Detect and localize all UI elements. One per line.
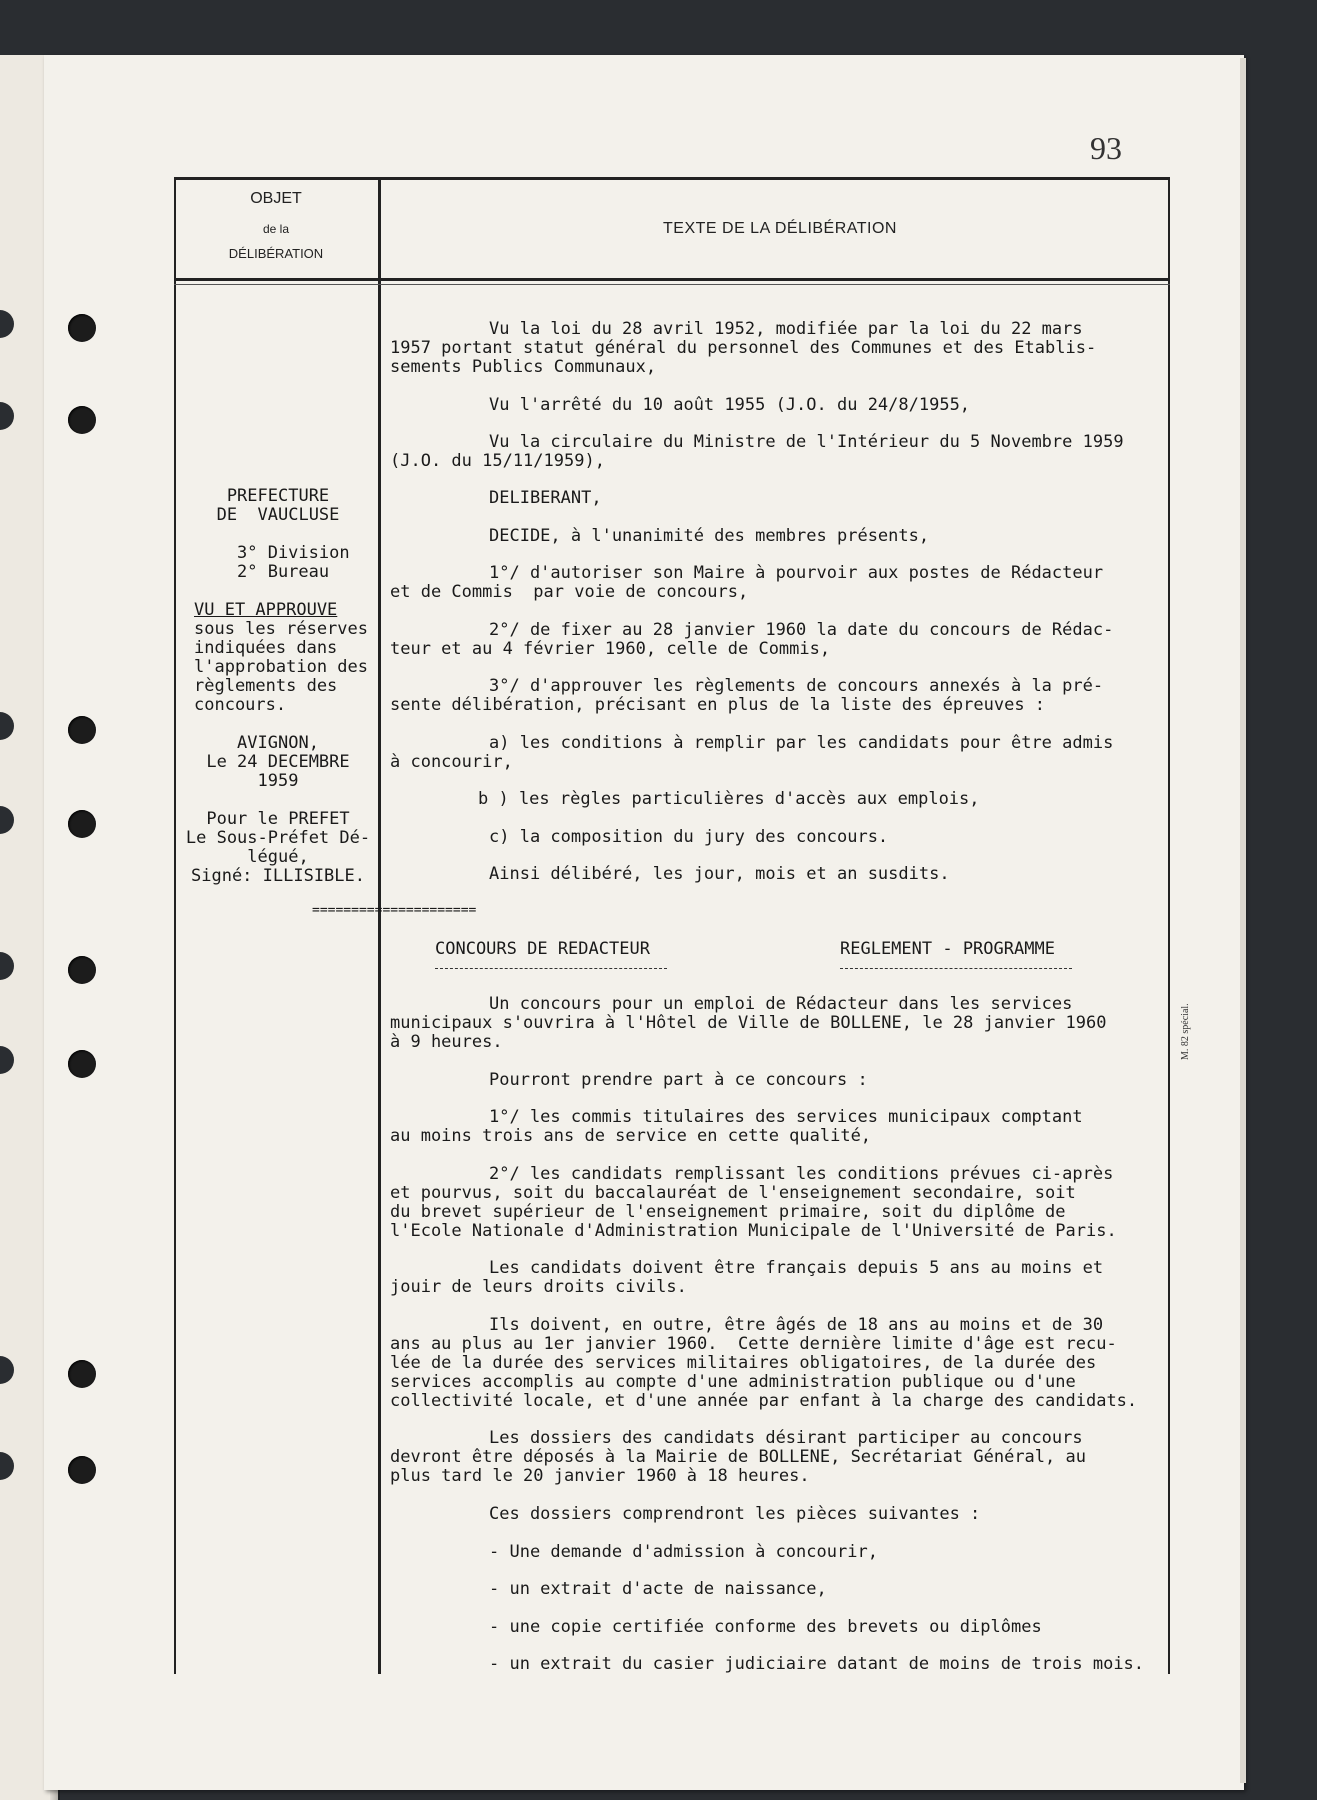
prefecture-note	[180, 487, 376, 506]
prefecture-note	[180, 506, 376, 525]
note-line: PREFECTURE	[226, 486, 330, 506]
punch-hole	[68, 716, 96, 744]
punch-hole	[68, 1050, 96, 1078]
reglement-title: REGLEMENT - PROGRAMME	[840, 939, 1055, 959]
body-line: et de Commis par voie de concours,	[390, 582, 749, 602]
reglement-title-underline	[840, 968, 1072, 970]
note-line: l'approbation des	[194, 657, 368, 677]
body-line: DELIBERANT,	[489, 488, 602, 508]
concours-title: CONCOURS DE REDACTEUR	[435, 939, 650, 959]
note-line: Pour le PREFET	[206, 809, 350, 829]
body-line: teur et au 4 février 1960, celle de Commis,	[390, 639, 831, 659]
punch-hole	[68, 314, 96, 342]
note-line: concours.	[194, 695, 287, 715]
sheet-edge	[1240, 58, 1246, 1783]
body-line: 1°/ d'autoriser son Maire à pourvoir aux postes de Rédacteur	[489, 563, 1104, 583]
texte-header-title: TEXTE DE LA DÉLIBÉRATION	[663, 220, 897, 237]
note-line: légué,	[247, 847, 309, 867]
approval-stamp-heading: VU ET APPROUVE	[194, 600, 338, 620]
note-line: règlements des	[194, 676, 338, 696]
punch-hole	[68, 956, 96, 984]
header-rule	[174, 278, 1170, 281]
signature-line: Signé: ILLISIBLE.	[191, 866, 365, 886]
note-line: DE VAUCLUSE	[216, 505, 340, 525]
body-line: au moins trois ans de service en cette qualité,	[390, 1126, 872, 1146]
body-line: à 9 heures.	[390, 1032, 503, 1052]
page-number: 93	[1090, 130, 1122, 166]
body-line: municipaux s'ouvrira à l'Hôtel de Ville de BOLLENE, le 28 janvier 1960	[390, 1013, 1107, 1033]
body-line: Les dossiers des candidats désirant participer au concours	[489, 1428, 1083, 1448]
body-line: 3°/ d'approuver les règlements de concours annexés à la pré-	[489, 676, 1104, 696]
body-line: 1°/ les commis titulaires des services municipaux comptant	[489, 1107, 1083, 1127]
body-line: sements Publics Communaux,	[390, 357, 657, 377]
body-line: 1957 portant statut général du personnel des Communes et des Etablis-	[390, 338, 1097, 358]
list-item: - un extrait du casier judiciaire datant de moins de trois mois.	[489, 1654, 1145, 1674]
body-line: Un concours pour un emploi de Rédacteur dans les services	[489, 994, 1073, 1014]
body-line: Pourront prendre part à ce concours :	[489, 1070, 868, 1090]
punch-hole	[68, 406, 96, 434]
body-line: jouir de leurs droits civils.	[390, 1277, 687, 1297]
body-line: 2°/ de fixer au 28 janvier 1960 la date du concours de Rédac-	[489, 620, 1114, 640]
body-line: à concourir,	[390, 752, 513, 772]
note-line: indiquées dans	[194, 638, 338, 658]
body-line: c) la composition du jury des concours.	[489, 827, 889, 847]
note-line: Le Sous-Préfet Dé-	[185, 828, 371, 848]
body-line: plus tard le 20 janvier 1960 à 18 heures.	[390, 1466, 810, 1486]
column-divider	[378, 177, 381, 1674]
list-item: - une copie certifiée conforme des brevets ou diplômes	[489, 1617, 1042, 1637]
body-line: (J.O. du 15/11/1959),	[390, 451, 605, 471]
list-item: - un extrait d'acte de naissance,	[489, 1579, 827, 1599]
concours-title-underline	[435, 968, 667, 970]
body-line: Ainsi délibéré, les jour, mois et an susdits.	[489, 864, 950, 884]
objet-header-de-la: de la	[262, 222, 290, 236]
body-line: sente délibération, précisant en plus de la liste des épreuves :	[390, 695, 1046, 715]
body-line: Les candidats doivent être français depuis 5 ans au moins et	[489, 1258, 1104, 1278]
note-line: 2° Bureau	[237, 562, 330, 582]
body-line: Ces dossiers comprendront les pièces suivantes :	[489, 1504, 981, 1524]
objet-header-title: OBJET	[250, 190, 302, 207]
body-line: du brevet supérieur de l'enseignement primaire, soit du diplôme de	[390, 1202, 1066, 1222]
note-line: AVIGNON,	[237, 733, 319, 753]
body-line: et pourvus, soit du baccalauréat de l'enseignement secondaire, soit	[390, 1183, 1076, 1203]
punch-hole	[68, 1360, 96, 1388]
body-line: collectivité locale, et d'une année par enfant à la charge des candidats.	[390, 1391, 1138, 1411]
section-separator: =====================	[312, 903, 477, 918]
body-line: Vu l'arrêté du 10 août 1955 (J.O. du 24/8/1955,	[489, 395, 971, 415]
punch-hole	[68, 1456, 96, 1484]
body-line: Vu la loi du 28 avril 1952, modifiée par la loi du 22 mars	[489, 319, 1083, 339]
body-line: Vu la circulaire du Ministre de l'Intérieur du 5 Novembre 1959	[489, 432, 1124, 452]
body-line: 2°/ les candidats remplissant les conditions prévues ci-après	[489, 1164, 1114, 1184]
note-line: Le 24 DECEMBRE	[206, 752, 350, 772]
note-line: 1959	[257, 771, 299, 791]
body-line: b ) les règles particulières d'accès aux emplois,	[478, 789, 980, 809]
body-line: a) les conditions à remplir par les candidats pour être admis	[489, 733, 1114, 753]
body-line: services accomplis au compte d'une administration publique ou d'une	[390, 1372, 1076, 1392]
header-rule-secondary	[174, 284, 1170, 285]
objet-header-deliberation: DÉLIBÉRATION	[228, 246, 324, 261]
body-line: l'Ecole Nationale d'Administration Municipale de l'Université de Paris.	[390, 1221, 1117, 1241]
body-line: Ils doivent, en outre, être âgés de 18 ans au moins et de 30	[489, 1315, 1104, 1335]
body-line: DECIDE, à l'unanimité des membres présents,	[489, 526, 930, 546]
body-line: lée de la durée des services militaires obligatoires, de la durée des	[390, 1353, 1097, 1373]
printer-mark: M. 82 spécial.	[1180, 1003, 1191, 1060]
list-item: - Une demande d'admission à concourir,	[489, 1542, 878, 1562]
punch-hole	[68, 810, 96, 838]
body-line: ans au plus au 1er janvier 1960. Cette dernière limite d'âge est recu-	[390, 1334, 1117, 1354]
note-line: sous les réserves	[194, 619, 368, 639]
note-line: 3° Division	[237, 543, 350, 563]
body-line: devront être déposés à la Mairie de BOLLENE, Secrétariat Général, au	[390, 1447, 1086, 1467]
